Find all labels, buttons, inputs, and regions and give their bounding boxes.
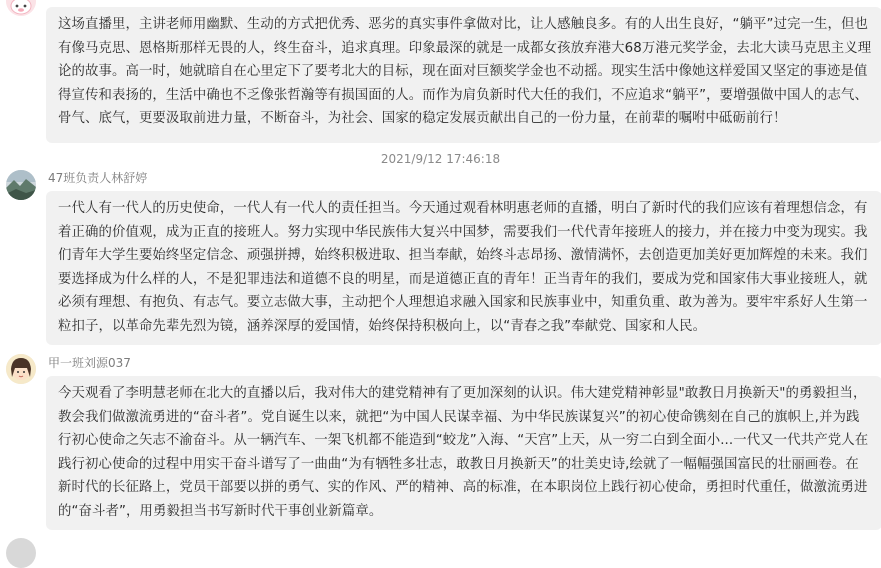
message-text: 这场直播里，主讲老师用幽默、生动的方式把优秀、恶劣的真实事件拿做对比，让人感触良多。有的人出生良好，“躺平”过完一生，但也有像马克思、恩格斯那样无畏的人，终生奋斗，追求真理。印象最深的就是一成都女孩放弃港大68万港元奖学金，去北大读马克思主义理论的故事。高一时，她就暗自在心里定下了要考北大的目标，现在面对巨额奖学金也不动摇。现实生活中像她这样爱国又坚定的事迹是值得宣传和表扬的，生活中确也不乏像张哲瀚等有损国面的人。而作为肩负新时代大任的我们，不应追求“躺平”，要增强做中国人的志气、骨气、底气，更要汲取前进力量，不断奋斗，为社会、国家的稳定发展贡献出自己的一份力量，在前辈的嘱咐中砥砺前行！ xyxy=(58,17,872,127)
sender-name: 甲一班刘源037 xyxy=(48,356,131,370)
landscape-photo-avatar-icon[interactable] xyxy=(6,170,36,200)
message-text: 一代人有一代人的历史使命，一代人有一代人的责任担当。今天通过观看林明惠老师的直播，明白了新时代的我们应该有着理想信念，有着正确的价值观，成为正直的接班人。努力实现中华民族伟大复兴中国梦，需要我们一代代青年接班人的接力，并在接力中变为现实。我们青年大学生要始终坚定信念、顽强拼搏，始终积极进取、担当奉献，始终斗志昂扬、激情满怀，去创造更加美好更加辉煌的未来。我们要选择成为什么样的人，不是犯罪违法和道德不良的明星，而是道德正直的青年！正当青年的我们，要成为党和国家伟大事业接班人，就必须有理想、有抱负、有志气。要立志做大事，主动把个人理想追求融入国家和民族事业中，知重负重、敢为善为。要牢牢系好人生第一粒扣子，以革命先辈先烈为镜，涵养深厚的爱国情，始终保持积极向上，以“青春之我”奉献党、国家和人民。 xyxy=(58,201,868,334)
message-bubble xyxy=(46,191,881,345)
message-bubble xyxy=(46,376,881,530)
message-bubble xyxy=(46,7,881,143)
message-timestamp: 2021/9/12 17:46:18 xyxy=(380,152,501,166)
partial-avatar-icon[interactable] xyxy=(6,538,36,568)
cartoon-girl-avatar-icon[interactable] xyxy=(6,354,36,384)
message-text: 今天观看了李明慧老师在北大的直播以后，我对伟大的建党精神有了更加深刻的认识。伟大建党精神彰显"敢教日月换新天"的勇毅担当，教会我们做激流勇进的“奋斗者”。党自诞生以来，就把“为中国人民谋幸福、为中华民族谋复兴”的初心使命镌刻在自己的旗帜上,并为践行初心使命之矢志不渝奋斗。从一辆汽车、一架飞机都不能造到“蛟龙”入海、“天宫”上天，从一穷二白到全面小...一代又一代共产党人在践行初心使命的过程中用实干奋斗谱写了一曲曲“为有牺牲多壮志，敢教日月换新天”的壮美史诗,绘就了一幅幅强国富民的壮丽画卷。在新时代的长征路上，党员干部要以拼的勇气、实的作风、严的精神、高的标准，在本职岗位上践行初心使命，勇担时代重任，做激流勇进的“奋斗者”，用勇毅担当书写新时代干事创业新篇章。 xyxy=(58,386,869,519)
sender-name: 47班负责人林舒婷 xyxy=(48,171,148,185)
cartoon-pig-avatar-icon[interactable] xyxy=(6,0,36,16)
